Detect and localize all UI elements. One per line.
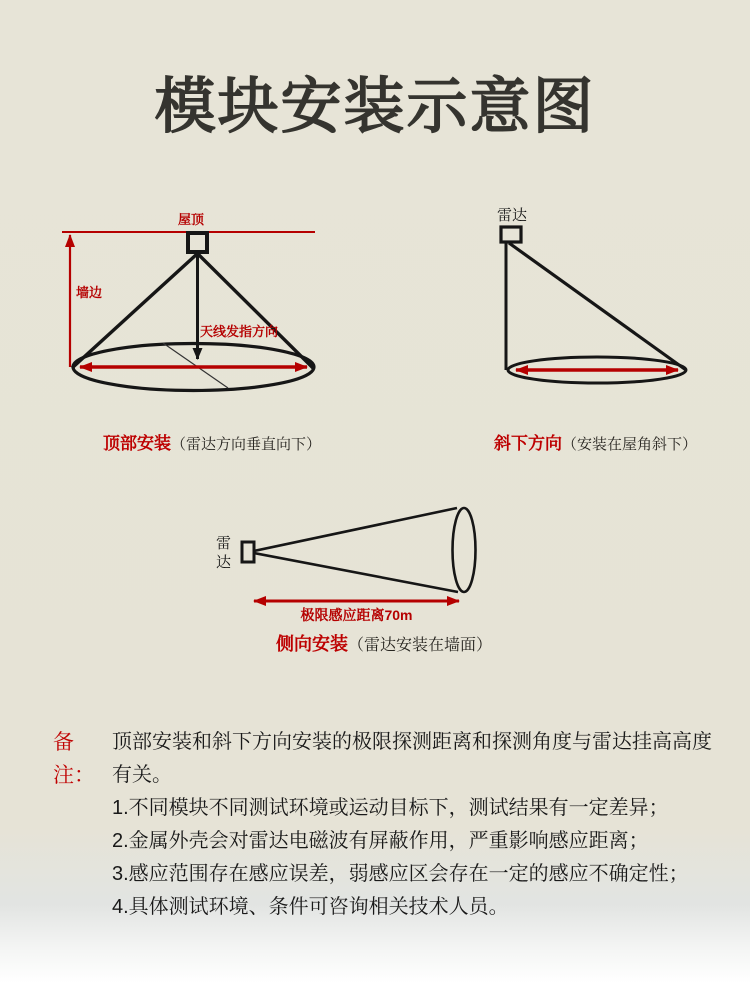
notes-intro: 顶部安装和斜下方向安装的极限探测距离和探测角度与雷达挂高高度有关。: [112, 731, 712, 786]
cone-right-edge: [198, 254, 313, 368]
caption-diagonal-install-title: 斜下方向: [494, 434, 562, 453]
caption-top-install-note: （雷达方向垂直向下）: [171, 436, 322, 453]
caption-top-install: [103, 429, 321, 454]
caption-diagonal-install-note: （安装在屋角斜下）: [562, 436, 698, 453]
radar-module-box: [242, 542, 254, 562]
note-item-3: 3.感应范围存在感应误差，弱感应区会存在一定的感应不确定性；: [112, 863, 689, 885]
caption-side-install: [276, 630, 492, 656]
note-item-1: 1.不同模块不同测试环境或运动目标下，测试结果有一定差异；: [112, 797, 669, 819]
wall-edge-label: 墙边: [76, 285, 103, 300]
radar-label: 雷达: [497, 207, 528, 224]
cone-top-edge: [254, 508, 457, 551]
caption-side-install-note: （雷达安装在墙面）: [348, 637, 493, 654]
notes-list: [112, 792, 723, 924]
note-item-2: 2.金属外壳会对雷达电磁波有屏蔽作用，严重影响感应距离；: [112, 830, 649, 852]
notes-first-row: [53, 726, 723, 792]
radar-module-box: [188, 233, 207, 252]
radar-module-box: [501, 227, 521, 242]
coverage-ellipse: [453, 508, 476, 592]
cone-bottom-edge: [254, 553, 458, 592]
diagram-side-install: [205, 495, 495, 630]
max-distance-label: 极限感应距离70m: [300, 607, 413, 623]
cone-left-edge: [72, 254, 197, 368]
page-title: 模块安装示意图: [154, 72, 596, 140]
roof-label: 屋顶: [178, 212, 205, 227]
radar-label: 雷达: [215, 535, 231, 571]
diagram-top-install: [55, 205, 325, 405]
caption-side-install-title: 侧向安装: [276, 634, 348, 654]
antenna-direction-label: 天线发指方向: [200, 324, 279, 339]
note-item-4: 4.具体测试环境、条件可咨询相关技术人员。: [112, 896, 509, 918]
diagram-diagonal-install: [490, 200, 705, 395]
notes-heading: 备注：: [53, 731, 95, 787]
diagram-top-install-drawing: [55, 205, 325, 405]
caption-top-install-title: 顶部安装: [103, 434, 171, 453]
cone-diagonal-edge: [509, 243, 686, 370]
caption-diagonal-install: [494, 429, 697, 454]
notes-section: [53, 726, 723, 924]
diagram-diagonal-install-drawing: [490, 200, 705, 395]
